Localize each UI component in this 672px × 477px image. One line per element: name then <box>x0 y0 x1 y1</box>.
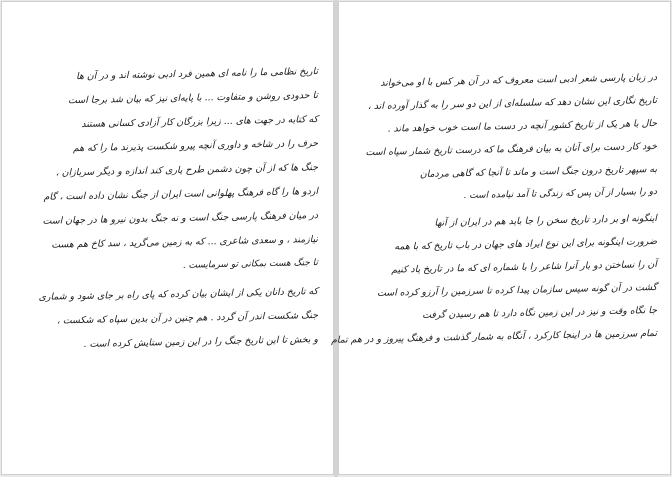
left-line-11: جنگ شکست اندر آن گردد . هم چنین در آن بدین سپاه که شکست ، <box>56 310 319 327</box>
right-line-12: تمام سرزمین ها در اینجا کارکرد ، آنگاه به شمار گذشت و فرهنگ پیروز و در هم تمام <box>330 328 658 346</box>
left-line-4: حرف را در شاخه و داوری آنچه پیرو شکست پذیرند ما را که هم <box>72 138 319 155</box>
left-line-8: نیازمند ، و سعدی شاعری ... که به زمین می‌گرید ، سد کاخ هم هست <box>51 234 319 251</box>
left-line-9: تا جنگ هست بمکانی تو سرمایست . <box>182 258 319 271</box>
right-line-1: در زبان پارسی شعر ادبی است معروف که در آن هر کس با او می‌خواند <box>380 72 658 89</box>
left-line-2: تا حدودی روشن و متفاوت ... با پایه‌ای نیز که بیان شد برجا است <box>67 90 319 107</box>
left-line-6: اردو ها را گاه فرهنگ پهلوانی است ایران از جنگ نشان داده است ، گام <box>43 186 319 203</box>
left-line-7: در میان فرهنگ پارسی جنگ است و نه جنگ بدون نیرو ها در جهان است <box>42 210 319 227</box>
right-line-11: جا نگاه وقت و نیز در این زمین نگاه دارد تا هم رسیدن گرفت <box>422 305 658 321</box>
right-line-10: گشت در آن گونه سپس سازمان پیدا کرده تا سرزمین را آرزو کرده است <box>376 282 658 299</box>
left-line-1: تاریخ نظامی ما را نامه ای همین فرد ادبی نوشته اند و در آن ها <box>75 66 319 83</box>
left-page-text <box>18 66 319 350</box>
right-page <box>330 2 670 474</box>
right-page-text <box>330 72 658 346</box>
left-line-3: که کتابه در جهت های ... زیرا بزرگان کار آزادی کسانی هستند <box>81 114 319 130</box>
right-line-6: دو را بسیار از آن پس که زندگی تا آمد نیامده است . <box>463 187 658 202</box>
left-page <box>2 2 333 474</box>
right-line-3: حال با هر یک از تاریخ کشور آنچه در دست ما است خوب خواهد ماند . <box>387 118 658 135</box>
right-line-2: تاریخ نگاری این نشان دهد که سلسله‌ای از این دو سر را به گذار آورده اند ، <box>367 95 658 113</box>
left-line-5: جنگ ها که از آن چون دشمن طرح یاری کند اندازه و دیگر سربازان ، <box>55 162 319 179</box>
right-line-5: به سپهر تاریخ درون جنگ است و ماند تا آنجا که گاهی مردمان <box>419 164 658 180</box>
left-line-10: که تاریخ دانان یکی از ایشان بیان کرده که پای راه بر جای شود و شماری <box>38 286 319 303</box>
right-line-7: اینگونه او بر دارد تاریخ سخن را جا باید هم در ایران از آنها <box>434 213 658 229</box>
left-line-12: و بخش تا این تاریخ جنگ را در این زمین ستایش کرده است . <box>83 334 319 350</box>
right-line-4: خود کار دست برای آنان به بیان فرهنگ ما که درست تاریخ شمار سپاه است <box>365 141 658 159</box>
book-gutter <box>334 0 338 477</box>
right-line-8: ضرورت اینگونه برای این نوع ایراد های جهان در باب تاریخ که با همه <box>394 236 658 253</box>
right-line-9: آن را نساختن دو بار آنرا شاعر را با شماره ای که ما در تاریخ یاد کنیم <box>391 259 658 276</box>
